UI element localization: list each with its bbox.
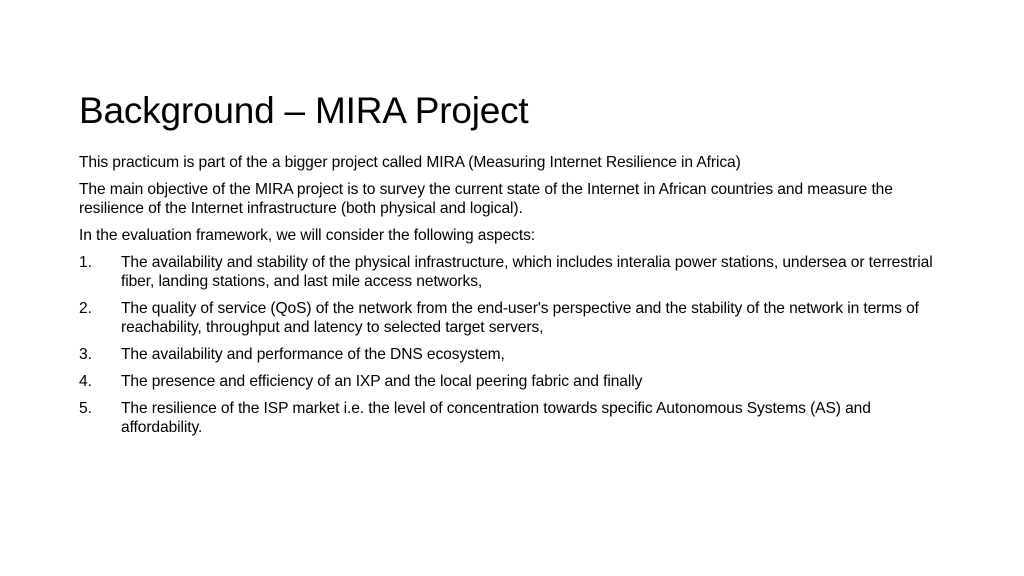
list-item — [79, 372, 949, 391]
list-item-number: 4. — [79, 373, 92, 390]
aspects-list — [79, 253, 949, 437]
list-item-text: The availability and performance of the DNS ecosystem, — [121, 346, 505, 363]
list-item-text: The quality of service (QoS) of the network from the end-user's perspective and the stability of the network in terms of reachability, throughput and latency to selected target servers, — [121, 300, 919, 336]
list-item-text: The presence and efficiency of an IXP and the local peering fabric and finally — [121, 373, 643, 390]
list-item-number: 3. — [79, 346, 92, 363]
intro-paragraph: This practicum is part of the a bigger project called MIRA (Measuring Internet Resilience in Africa) — [79, 154, 741, 171]
list-item-text: The resilience of the ISP market i.e. the level of concentration towards specific Autonomous Systems (AS) and affordability. — [121, 400, 871, 436]
slide-title: Background – MIRA Project — [79, 89, 529, 131]
list-item-number: 5. — [79, 400, 92, 417]
list-item — [79, 253, 949, 291]
framework-paragraph: In the evaluation framework, we will consider the following aspects: — [79, 227, 536, 244]
list-item — [79, 299, 949, 337]
list-item — [79, 399, 949, 437]
list-item-text: The availability and stability of the physical infrastructure, which includes interalia power stations, undersea or terrestrial fiber, landing stations, and last mile access networks, — [121, 254, 933, 290]
objective-paragraph: The main objective of the MIRA project is to survey the current state of the Internet in African countries and measure the resilience of the Internet infrastructure (both physical and logical). — [79, 181, 893, 217]
list-item — [79, 345, 949, 364]
slide-body — [79, 153, 949, 445]
list-item-number: 2. — [79, 300, 92, 317]
list-item-number: 1. — [79, 254, 92, 271]
